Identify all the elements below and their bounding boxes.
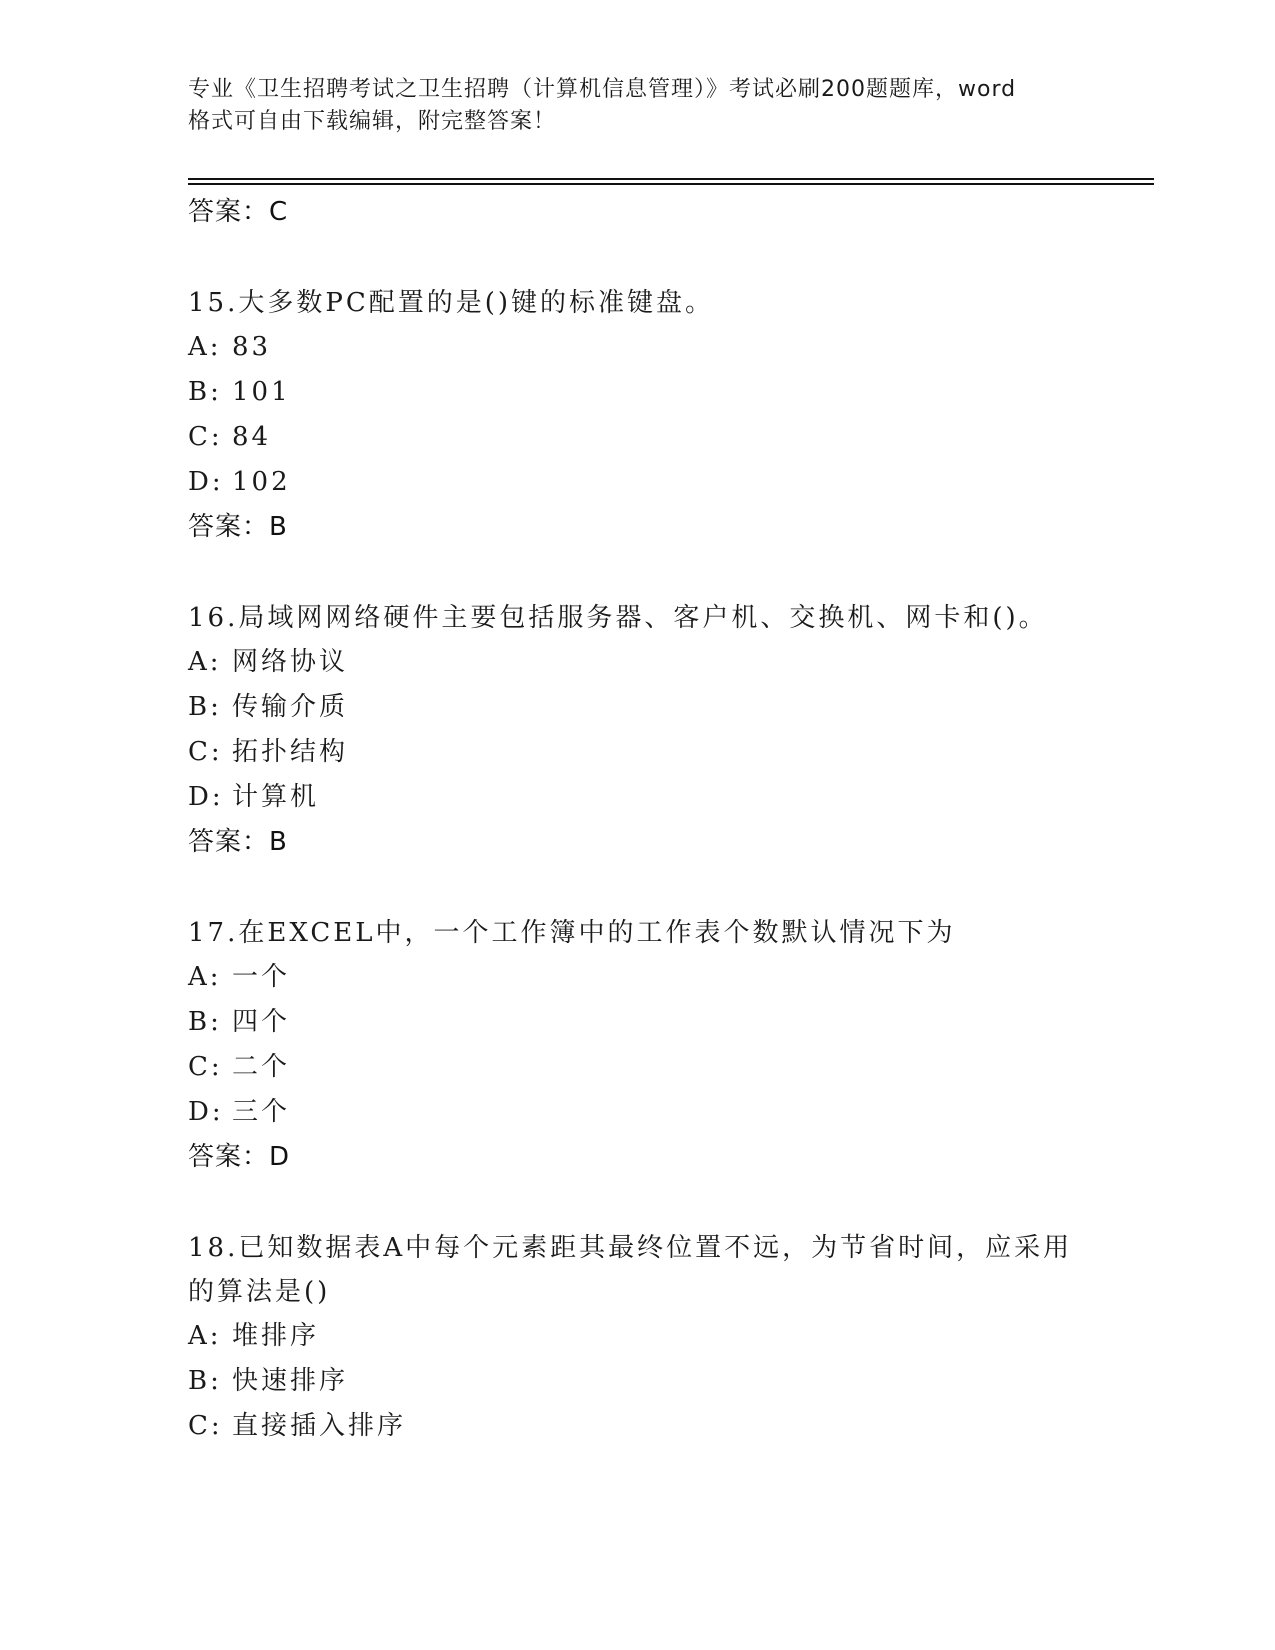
question-block: [188, 281, 1088, 550]
option-text: 四个: [232, 1007, 291, 1037]
question-text: 局域网网络硬件主要包括服务器、客户机、交换机、网卡和()。: [238, 603, 1048, 633]
option-letter: D:: [188, 782, 224, 812]
header-line-1: 专业《卫生招聘考试之卫生招聘（计算机信息管理）》考试必刷200题题库，word: [188, 77, 1017, 102]
answer-line: 答案：B: [188, 827, 288, 857]
option-letter: C:: [188, 422, 223, 452]
option-letter: C:: [188, 737, 223, 767]
option-letter: A:: [188, 962, 222, 992]
answer-line: 答案：D: [188, 1142, 291, 1172]
option-d: [188, 1090, 1088, 1135]
question-stem: [188, 281, 1088, 325]
option-letter: C:: [188, 1411, 223, 1441]
question-number: 18.: [188, 1233, 239, 1263]
option-d: [188, 775, 1088, 820]
question-number: 17.: [188, 918, 239, 948]
option-text: 三个: [232, 1097, 291, 1127]
question-stem: [188, 1226, 1088, 1314]
option-letter: C:: [188, 1052, 223, 1082]
option-letter: B:: [188, 1366, 222, 1396]
document-header: [188, 74, 1088, 138]
option-d: [188, 460, 1088, 505]
header-divider-top: [188, 178, 1154, 180]
header-divider-bottom: [188, 183, 1154, 185]
question-text: 在EXCEL中，一个工作簿中的工作表个数默认情况下为: [238, 918, 956, 948]
question-block: [188, 911, 1088, 1180]
option-b: [188, 685, 1088, 730]
option-letter: B:: [188, 692, 222, 722]
option-text: 快速排序: [232, 1366, 349, 1396]
question-block: [188, 1226, 1088, 1449]
option-c: [188, 415, 1088, 460]
header-line-2: 格式可自由下载编辑，附完整答案！: [188, 109, 557, 134]
option-b: [188, 370, 1088, 415]
option-text: 计算机: [232, 782, 320, 812]
option-letter: A:: [188, 647, 222, 677]
question-list: [188, 190, 1088, 1449]
option-b: [188, 1000, 1088, 1045]
option-letter: B:: [188, 1007, 222, 1037]
question-number: 15.: [188, 288, 239, 318]
option-b: [188, 1359, 1088, 1404]
question-stem: [188, 596, 1088, 640]
option-text: 84: [232, 422, 272, 452]
answer-line: 答案：B: [188, 512, 288, 542]
option-c: [188, 730, 1088, 775]
question-stem: [188, 911, 1088, 955]
option-letter: A:: [188, 332, 222, 362]
previous-answer: 答案：C: [188, 197, 289, 227]
question-text: 大多数PC配置的是()键的标准键盘。: [238, 288, 715, 318]
option-letter: A:: [188, 1321, 222, 1351]
option-letter: B:: [188, 377, 222, 407]
option-a: [188, 1314, 1088, 1359]
option-text: 101: [232, 377, 291, 407]
option-c: [188, 1404, 1088, 1449]
option-letter: D:: [188, 1097, 224, 1127]
question-text: 已知数据表A中每个元素距其最终位置不远，为节省时间，应采用的算法是(): [188, 1233, 1073, 1307]
option-text: 83: [232, 332, 272, 362]
option-a: [188, 640, 1088, 685]
option-c: [188, 1045, 1088, 1090]
option-a: [188, 955, 1088, 1000]
option-a: [188, 325, 1088, 370]
option-text: 拓扑结构: [232, 737, 349, 767]
option-text: 一个: [232, 962, 291, 992]
option-text: 直接插入排序: [232, 1411, 407, 1441]
option-text: 二个: [232, 1052, 291, 1082]
question-number: 16.: [188, 603, 239, 633]
option-text: 102: [232, 467, 291, 497]
option-text: 网络协议: [232, 647, 349, 677]
option-letter: D:: [188, 467, 224, 497]
option-text: 传输介质: [232, 692, 349, 722]
option-text: 堆排序: [232, 1321, 320, 1351]
question-block: [188, 596, 1088, 865]
